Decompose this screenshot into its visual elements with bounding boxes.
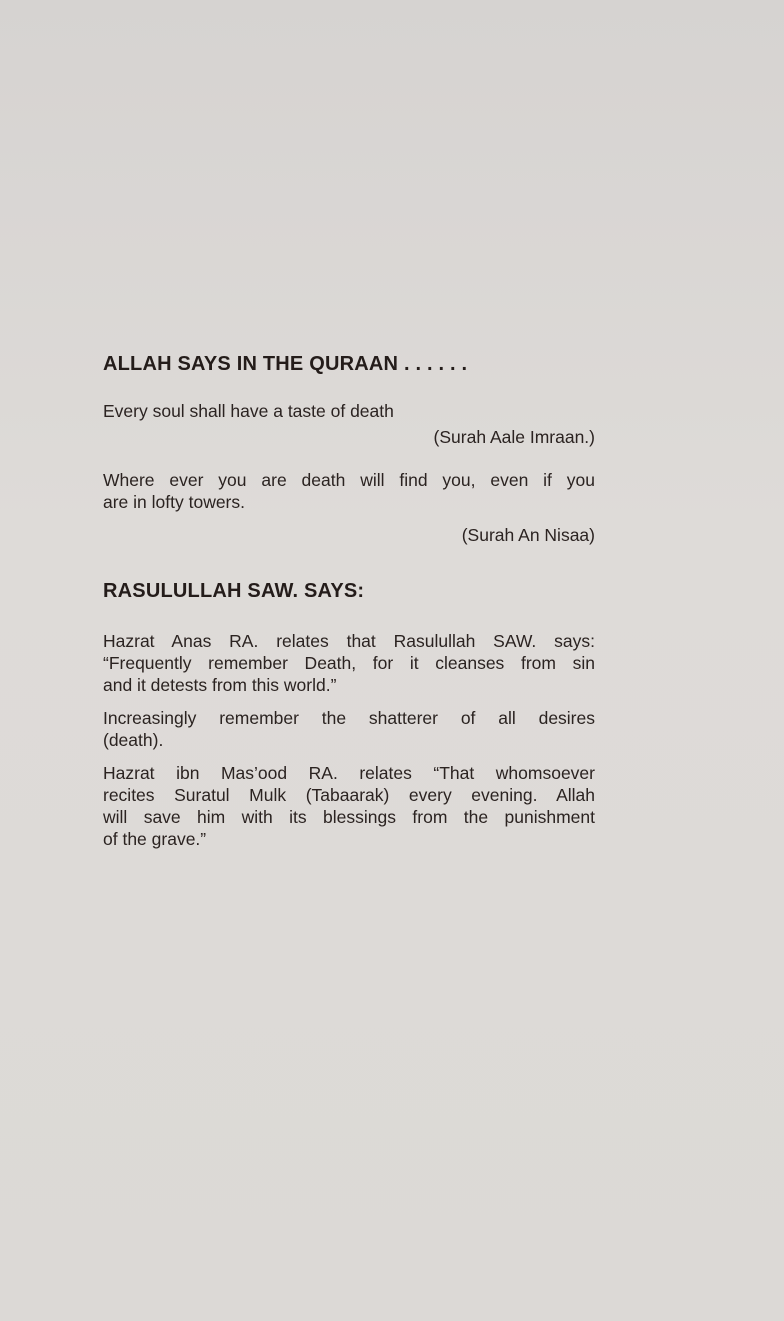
hadith-paragraph xyxy=(103,762,595,850)
hadith-line: Increasingly remember the shatterer of all desires xyxy=(103,708,595,728)
hadith-line: Hazrat Anas RA. relates that Rasulullah SAW. says: xyxy=(103,631,595,651)
heading-rasulullah-says: RASULULLAH SAW. SAYS: xyxy=(103,580,365,602)
hadith-line: recites Suratul Mulk (Tabaarak) every evening. Allah xyxy=(103,785,595,805)
verse-line: are in lofty towers. xyxy=(103,492,245,512)
hadith-line: of the grave.” xyxy=(103,829,207,849)
verse-reference: (Surah Aale Imraan.) xyxy=(433,427,595,447)
verse-reference: (Surah An Nisaa) xyxy=(461,525,595,545)
verse-text: Every soul shall have a taste of death xyxy=(103,401,394,421)
heading-allah-says: ALLAH SAYS IN THE QURAAN . . . . . . xyxy=(103,353,468,375)
verse-line: Where ever you are death will find you, even if you xyxy=(103,470,595,490)
hadith-line: “Frequently remember Death, for it cleanses from sin xyxy=(103,653,595,673)
hadith-line: (death). xyxy=(103,730,164,750)
hadith-line: Hazrat ibn Mas’ood RA. relates “That whomsoever xyxy=(103,763,595,783)
hadith-paragraph xyxy=(103,707,595,751)
hadith-paragraph xyxy=(103,630,595,696)
hadith-line: will save him with its blessings from the punishment xyxy=(103,807,595,827)
hadith-line: and it detests from this world.” xyxy=(103,675,337,695)
